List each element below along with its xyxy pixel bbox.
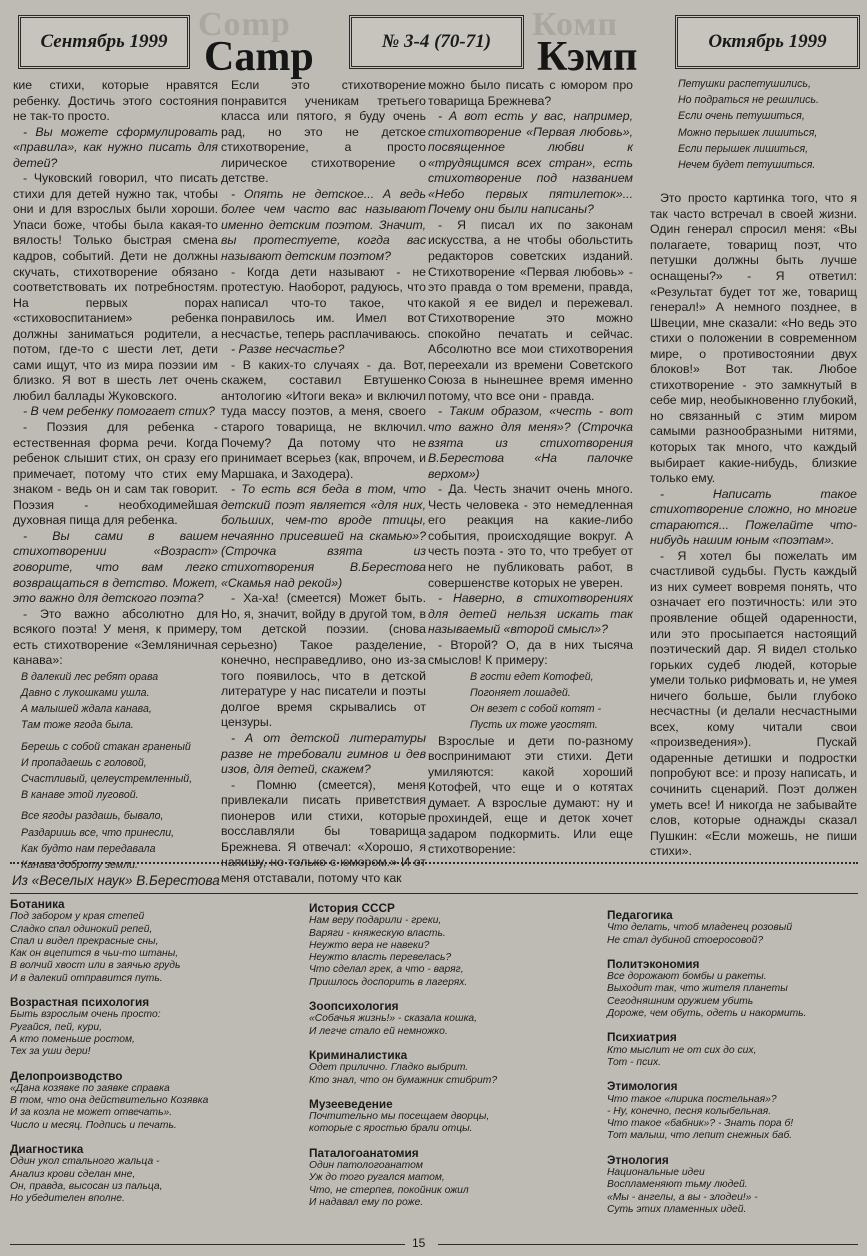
interview-question: - Разве несчастье? (231, 342, 345, 357)
issue-box (349, 15, 524, 69)
science-verse-line: Сладко спал одинокий репей, (10, 923, 153, 935)
science-verse-line: Один патологоанатом (309, 1160, 423, 1172)
article-paragraph: - Ха-ха! (смеется) Может быть. Но, я, значит, войду в другой том, в том детской поэзии. (снова серьезно) Такое разделение, конечно, несправедливо, оно из-за того появилось, что в детской литературе у нас писатели и поэты долгое время скрывались от цензуры. (221, 591, 426, 730)
poem-line: Пусть их тоже угостят. (470, 719, 598, 732)
poem-line: Петушки распетушились, (678, 78, 811, 90)
footer-rule-right (438, 1244, 858, 1245)
left-date: Сентябрь 1999 (40, 31, 168, 52)
article-paragraph: - В каких-то случаях - да. Вот, скажем, составил Евтушенко антологию «Итоги века» и включил туда массу поэтов, а меня, своего старого товарища, не включил. Почему? Да потому что не принимает всерьез (как, впрочем, и Маршака, и Заходера). (221, 357, 426, 481)
article-paragraph: кие стихи, которые нравятся ребенку. Достичь этого состояния не так-то просто. (13, 78, 218, 124)
science-verse-line: Тот - псих. (607, 1056, 661, 1068)
science-heading: Зоопсихология (309, 999, 399, 1014)
poem-line: В канаве этой луговой. (21, 789, 139, 802)
science-verse-line: Почтительно мы посещаем дворцы, (309, 1111, 490, 1123)
science-verse-line: Под забором у края степей (10, 911, 145, 923)
science-verse-line: Тот малыш, что лепит снежных баб. (607, 1130, 793, 1142)
ghost-title-latin: Comp (198, 6, 291, 43)
science-verse-line: Один укол стального жальца - (10, 1156, 160, 1168)
article-paragraph: - Второй? О, да в них тысяча смыслов! К примеру: (428, 637, 633, 668)
ghost-title-cyrillic: Комп (532, 6, 619, 43)
poem-line: Давно с лукошками ушла. (21, 686, 150, 699)
footer-rule-left (10, 1244, 405, 1245)
science-verse-line: Ругайся, пей, кури, (10, 1021, 102, 1033)
science-verse-line: Выходит так, что жителя планеты (607, 983, 788, 995)
poem-line: Если очень петушиться, (678, 110, 805, 123)
science-verse-line: Варяги - княжескую власть. (309, 927, 446, 939)
right-date: Октябрь 1999 (708, 31, 827, 52)
article-paragraph: - Я хотел бы пожелать им счастливой судьбы. Пусть каждый из них сумеет вовремя понять, что означает его поэтичность: или это проявление общей одаренности, или это просыпается настоящий поэтический дар. Я видел столько горьких судеб людей, которые умели только рифмовать и, не умея ничего больше, были глубоко несчастны (и делали несчастными всех, кому читали свои «произведения»). Пускай одаренные детишки и подростки попробуют все: и прозу написать, и сочинить сценарий. Поэт должен уметь все! И никогда не забывайте слов, которые однажды сказал Пушкин: «Если можешь, не пиши стихи». (650, 548, 857, 859)
article-column-2 (221, 78, 426, 886)
masthead-title-cyrillic: Кэмп (537, 34, 638, 80)
poem-stanza (428, 669, 633, 734)
poem-line: Все ягоды раздашь, бывало, (21, 810, 164, 823)
science-verse-line: Тех за уши дери! (10, 1046, 91, 1058)
science-verse-line: В том, что она действительно Козявка (10, 1095, 209, 1107)
interview-question: - Вы можете сформулировать «правила», как нужно писать для детей? (13, 124, 218, 170)
science-verse-line: И за козла не может отвечать». (10, 1107, 173, 1119)
article-paragraph: - Это важно абсолютно для всякого поэта! У меня, к примеру, есть стихотворение «Земляничная канава»: (13, 606, 218, 668)
poem-line: Можно перышек лишиться, (678, 126, 818, 139)
science-verse-line: И легче стало ей немножко. (309, 1025, 448, 1037)
science-verse-line: Что сделал грек, а что - варяг, (309, 964, 464, 976)
science-verse-line: Он, правда, высосан из пальца, (10, 1180, 163, 1192)
science-verse-line: Пришлось доспорить в лагерях. (309, 976, 468, 988)
science-verse-line: Одет прилично. Гладко выбрит. (309, 1062, 469, 1074)
poem-line: Нечем будет петушиться. (678, 159, 816, 172)
science-verse-line: Что такое «бабник»? - Знать пора б! (607, 1118, 794, 1130)
article-paragraph: можно было писать с юмором про товарища Брежнева? (428, 78, 633, 108)
article-paragraph: - Поэзия для ребенка - естественная форма речи. Когда ребенок слышит стих, он сразу его примечает, потому что стих ему знаком - ведь он и сам так говорит. Поэзия - необходимейшая духовная пища для ребенка. (13, 420, 218, 528)
interview-question: - Наверно, в стихотворениях для детей нельзя искать так называемый «второй смысл»? (428, 591, 633, 637)
issue-number: № 3-4 (70-71) (381, 31, 492, 52)
science-verse-line: Дороже, чем обуть, одеть и накормить. (607, 1008, 807, 1020)
interview-question: - Опять не детское... А ведь более чем часто вас называют именно детским поэтом. Значит, вы протестуете, когда вас называют детским поэтом? (221, 186, 426, 264)
science-heading: Психиатрия (607, 1030, 677, 1045)
science-verse-line: «Собачья жизнь!» - сказала кошка, (309, 1013, 478, 1025)
poem-line: Там тоже ягода была. (21, 719, 134, 732)
article-paragraph: Взрослые и дети по-разному воспринимают эти стихи. Дети умиляются: какой хороший Котофей, что еще и о котятах думает. А взрослые думают: ну и прохиндей, еще и деток хочет задаром подкормить. Или еще стихотворение: (428, 733, 633, 857)
article-column-1 (13, 78, 218, 873)
sciences-column-1 (10, 898, 290, 1206)
science-verse-line: И надавал ему по роже. (309, 1196, 424, 1208)
article-paragraph: Это просто картинка того, что я так часто встречал в своей жизни. Один генерал спросил меня: «Вы полагаете, товарищ поэт, что петушки должны быть лучше оснащены?» - Я ответил: «Результат будет тот же, товарищ генерал!» А немного позднее, в Швеции, мне сказали: «Но ведь это стихи о положении в современном мире, о противостоянии двух блоков!» Вот так. Любое стихотворение - это замкнутый в себе мир, необыкновенно глубокий, но связанный с этим миром самыми разнообразными нитями, которых так много, что каждый выбирает какие-нибудь, близкие только ему. (650, 191, 857, 486)
interview-question: - Вы сами в вашем стихотворении «Возраст» говорите, что вам легко возвращаться в детство. Может, это важно для детского поэта? (13, 528, 218, 606)
poem-stanza (13, 739, 218, 804)
science-heading: Музееведение (309, 1096, 393, 1111)
science-verse-line: Нам веру подарили - греки, (309, 915, 442, 927)
science-verse-line: А кто поменьше ростом, (10, 1033, 135, 1045)
science-heading: Паталогоанатомия (309, 1145, 419, 1160)
science-verse-line: В волчий хвост или в заячью грудь (10, 960, 181, 972)
poem-line: Счастливый, целеустремленный, (21, 773, 193, 785)
poem-line: А малышей ждала канава, (21, 703, 152, 716)
science-heading: Политэкономия (607, 956, 700, 971)
date-box-left (18, 15, 190, 69)
science-verse-line: Национальные идеи (607, 1167, 705, 1179)
poem-line: И пропадаешь с головой, (21, 756, 147, 769)
poem-line: Как будто нам передавала (21, 842, 156, 855)
poem-line: Канава доброту земли. (21, 859, 138, 872)
science-heading: История СССР (309, 901, 395, 915)
science-verse-line: - Ну, конечно, песня колыбельная. (607, 1105, 772, 1117)
poem-stanza (650, 76, 857, 173)
science-verse-line: которые с яростью брали отцы. (309, 1123, 473, 1135)
science-verse-line: Но убедителен вполне. (10, 1193, 125, 1205)
article-paragraph: - Когда дети называют - не протестую. Наоборот, радуюсь, что написал что-то такое, что понравилось им. Имел вот несчастье, теперь расплачиваюсь. (221, 264, 426, 341)
interview-question: - Таким образом, «честь - вот что важно для меня»? (Строчка взята из стихотворения В.Берестова «На палочке верхом») (428, 404, 633, 481)
interview-question: - А от детской литературы разве не требовали гимнов и дев изов, для детей, скажем? (221, 730, 426, 777)
science-verse-line: Что делать, чтоб младенец розовый (607, 922, 793, 934)
science-verse-line: Неужто власть перевелась? (309, 952, 452, 964)
science-verse-line: Что такое «лирика постельная»? (607, 1093, 777, 1105)
article-paragraph: - Да. Честь значит очень много. Честь человека - это немедленная его реакция на какие-либо события, происходящие вокруг. А честь поэта - это то, что требует от него не публиковать работ, в совершенстве которых не уверен. (428, 482, 633, 590)
poem-line: Погоняет лошадей. (470, 686, 571, 699)
science-verse-line: Кто мыслит не от сих до сих, (607, 1044, 757, 1056)
science-verse-line: Сегодняшним оружием убить (607, 995, 754, 1007)
science-verse-line: Что, не стерпев, покойник ожил (309, 1184, 469, 1196)
science-heading: Этнология (607, 1152, 669, 1167)
science-heading: Возрастная психология (10, 995, 150, 1010)
poem-line: Но подраться не решились. (678, 94, 819, 107)
sciences-column-2 (309, 902, 594, 1209)
science-verse-line: Неужто вера не навеки? (309, 939, 430, 951)
article-column-4 (650, 76, 857, 860)
science-heading: Ботаника (10, 897, 65, 911)
poem-line: В далекий лес ребят орава (21, 670, 159, 683)
poem-line: Если перышек лишиться, (678, 142, 809, 155)
sciences-section-title: Из «Веселых наук» В.Берестова (12, 873, 220, 888)
science-heading: Криминалистика (309, 1047, 408, 1062)
science-verse-line: Анализ крови сделан мне, (10, 1168, 136, 1180)
science-verse-line: Суть этих пламенных идей. (607, 1203, 747, 1215)
interview-question: - В чем ребенку помогает стих? (23, 404, 215, 419)
science-verse-line: Как он вцепится в чьи-то штаны, (10, 948, 179, 960)
poem-line: Он везет с собой котят - (470, 703, 602, 716)
page-number: 15 (412, 1236, 426, 1250)
sciences-column-3 (607, 909, 859, 1216)
article-paragraph: - Чуковский говорил, что писать стихи для детей нужно так, чтобы они и для взрослых были хороши. Упаси боже, чтобы была какая-то вялость! Только быстрая смена кадров, событий. Дети не должны скучать, стихотворение обязано соответствовать их потребностям. На первых порах «стиховоспитанием» ребенка должны заниматься родители, а потом, где-то с шести лет, дети сами ищут, что из мира поэзии им близко. Я вот в шесть лет очень любил баллады Жуковского. (13, 171, 218, 403)
science-heading: Диагностика (10, 1142, 84, 1157)
article-column-3 (428, 78, 633, 858)
science-verse-line: Уж до того ругался матом, (309, 1172, 445, 1184)
science-verse-line: Быть взрослым очень просто: (10, 1009, 161, 1021)
science-heading: Педагогика (607, 908, 673, 922)
science-verse-line: Число и месяц. Подпись и печать. (10, 1119, 177, 1131)
section-rule (10, 893, 858, 894)
poem-line: Раздаришь все, что принесли, (21, 826, 175, 839)
science-heading: Этимология (607, 1079, 678, 1094)
science-verse-line: «Мы - ангелы, а вы - злодеи!» - (607, 1191, 758, 1203)
section-divider (10, 862, 858, 864)
science-verse-line: Кто знал, что он бумажник стибрит? (309, 1074, 498, 1086)
science-verse-line: Не стал дубиной стоеросовой? (607, 934, 764, 946)
date-box-right (675, 15, 860, 69)
masthead-title-latin: Camp (204, 34, 314, 80)
science-heading: Делопроизводство (10, 1068, 123, 1083)
science-verse-line: Все дорожают бомбы и ракеты. (607, 971, 767, 983)
article-paragraph: Если это стихотворение понравится ученикам третьего класса или пятого, я буду очень рад, но это не детское стихотворение, а просто лирическое стихотворение о детстве. (221, 78, 426, 186)
science-verse-line: Воспламеняют тьму людей. (607, 1179, 748, 1191)
poem-line: В гости едет Котофей, (470, 670, 594, 683)
interview-question: - А вот есть у вас, например, стихотворение «Первая любовь», посвященное любви к «трудящимся всех стран», есть стихотворение под названием «Небо первых пятилеток»... Почему они были написаны? (428, 109, 633, 217)
science-verse-line: И в далекий отправится путь. (10, 972, 163, 984)
science-verse-line: «Дана козявке по заявке справка (10, 1082, 170, 1094)
poem-stanza (13, 669, 218, 734)
article-paragraph: - Я писал их по законам искусства, а не чтобы обольстить редакторов советских изданий. Стихотворение «Первая любовь» - это правда о том времени, правда, какой я ее видел и пережевал. Стихотворение это можно спокойно печатать и сейчас. Абсолютно все мои стихотворения переехали из времени Советского Союза в нынешнее время именно потому, что все они - правда. (428, 217, 633, 403)
interview-question: - То есть вся беда в том, что детский поэт является «для них, больших, чем-то вроде птицы, нечаянно присевшей на скамью»? (Строчка взята из стихотворения В.Берестова «Скамья над рекой») (221, 482, 426, 590)
poem-line: Берешь с собой стакан граненый (21, 740, 191, 753)
article-paragraph: - Помню (смеется), меня привлекали писать приветствия пионеров или стихи, которые восславляли бы товарища Брежнева. Я отвечал: «Хорошо, я напишу, но только с юмором.» И от меня отставали, потому что как (221, 777, 426, 885)
interview-question: - Написать такое стихотворение сложно, но многие стараются... Пожелайте что-нибудь нашим юным «поэтам». (650, 486, 857, 548)
science-verse-line: Спал и видел прекрасные сны, (10, 935, 159, 947)
